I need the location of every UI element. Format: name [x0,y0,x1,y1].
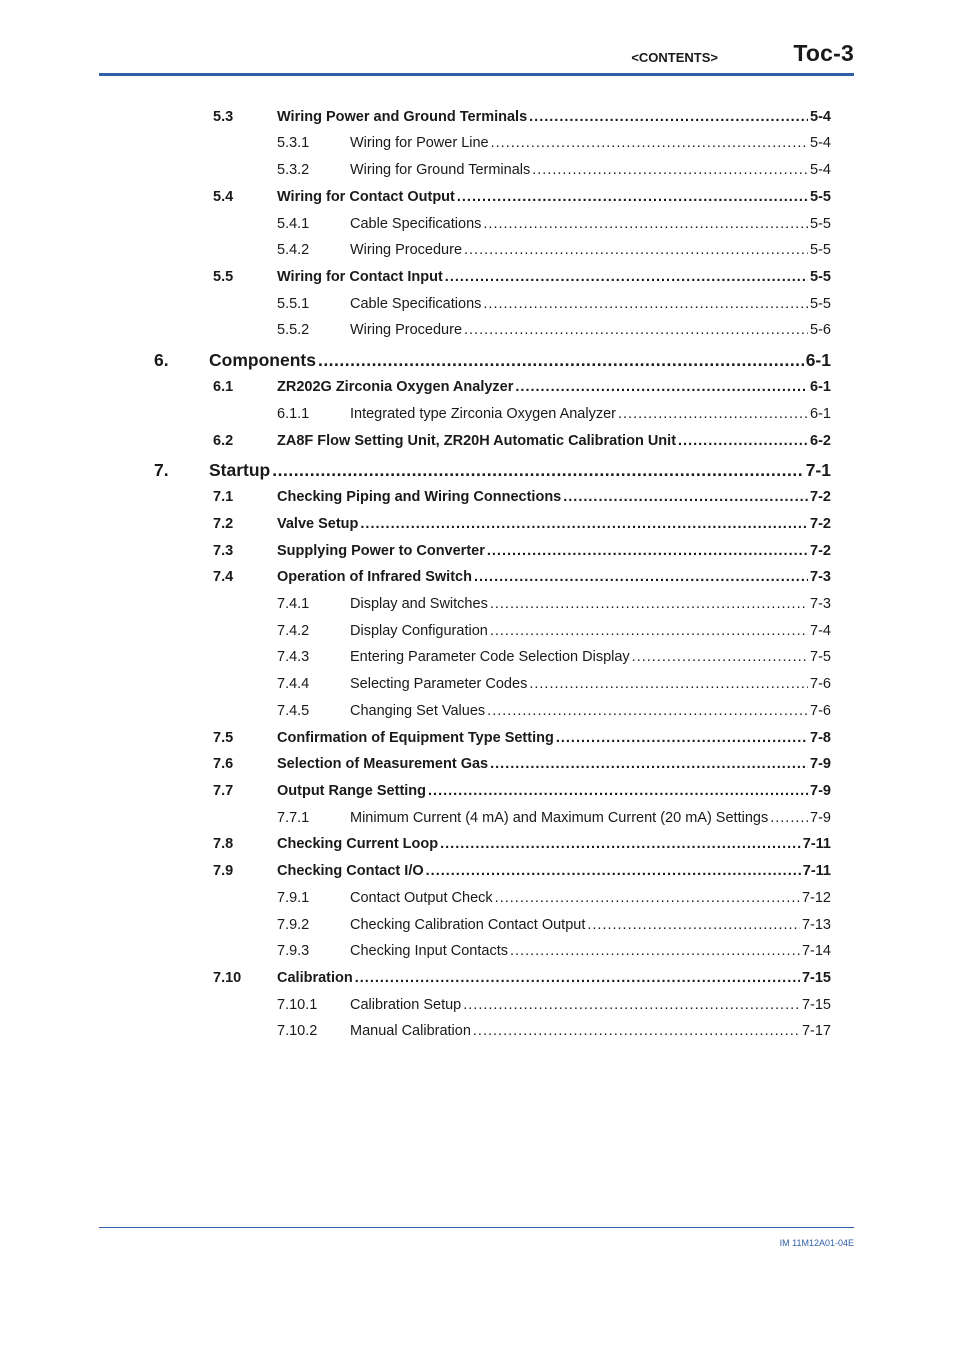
toc-line[interactable] [350,649,831,665]
toc-line[interactable] [277,543,831,559]
toc-entry[interactable] [0,460,954,482]
toc-entry[interactable] [0,890,954,912]
toc-section-number: 7.2 [213,516,234,532]
toc-title[interactable]: Checking Piping and Wiring Connections [277,489,562,505]
toc-page-number[interactable]: 7-11 [802,863,831,879]
toc-title[interactable]: Contact Output Check [350,890,493,906]
toc-section-number: 6.1 [213,379,234,395]
toc-line[interactable] [277,970,831,986]
toc-line[interactable] [277,783,831,799]
toc-title[interactable]: Wiring for Power Line [350,135,489,151]
toc-entry[interactable] [0,810,954,832]
toc-title[interactable]: Wiring for Contact Output [277,189,455,205]
toc-leader-dots [490,623,808,639]
toc-page-number[interactable]: 6-2 [810,433,831,449]
toc-entry[interactable] [0,296,954,318]
toc-title[interactable]: Selection of Measurement Gas [277,756,489,772]
toc-title[interactable]: Components [209,350,316,370]
toc-title[interactable]: Entering Parameter Code Selection Display [350,649,630,665]
toc-line[interactable] [350,1023,831,1039]
toc-page-number[interactable]: 7-15 [801,970,831,986]
toc-entry[interactable] [0,189,954,211]
toc-title[interactable]: Manual Calibration [350,1023,471,1039]
toc-entry[interactable] [0,135,954,157]
toc-leader-dots [355,970,800,986]
toc-line[interactable] [277,756,831,772]
toc-entry[interactable] [0,623,954,645]
toc-section-number: 7.4.1 [277,596,310,612]
toc-entry[interactable] [0,216,954,238]
toc-leader-dots [556,730,808,746]
toc-leader-dots [618,406,808,422]
toc-page-number[interactable]: 5-6 [810,322,831,338]
toc-section-number: 7.7.1 [277,810,310,826]
toc-leader-dots [483,216,808,232]
toc-section-number: 7.8 [213,836,234,852]
toc-page-number[interactable]: 7-4 [810,623,831,639]
toc-leader-dots [440,836,801,852]
toc-entry[interactable] [0,569,954,591]
toc-line[interactable] [350,296,831,312]
toc-section-number: 7.3 [213,543,234,559]
toc-leader-dots [515,379,808,395]
toc-leader-dots [678,433,808,449]
toc-section-number: 5.5 [213,269,234,285]
toc-title[interactable]: Minimum Current (4 mA) and Maximum Current (20 mA) Settings [350,810,769,826]
toc-entry[interactable] [0,322,954,344]
toc-section-number: 7.4 [213,569,234,585]
toc-entry[interactable] [0,109,954,131]
toc-leader-dots [632,649,808,665]
toc-leader-dots [491,135,808,151]
toc-leader-dots [529,109,808,125]
toc-title[interactable]: Operation of Infrared Switch [277,569,472,585]
toc-entry[interactable] [0,350,954,372]
toc-page-number[interactable]: 5-5 [810,296,831,312]
toc-entry[interactable] [0,970,954,992]
toc-entry[interactable] [0,516,954,538]
toc-entry[interactable] [0,783,954,805]
toc-leader-dots [426,863,801,879]
toc-section-number: 7.4.2 [277,623,310,639]
toc-title[interactable]: Checking Current Loop [277,836,439,852]
toc-line[interactable] [350,623,831,639]
toc-entry[interactable] [0,406,954,428]
toc-entry[interactable] [0,730,954,752]
toc-section-number: 6.2 [213,433,234,449]
toc-title[interactable]: Cable Specifications [350,216,482,232]
toc-page-number[interactable]: 7-15 [801,997,831,1013]
toc-page-number[interactable]: 6-1 [810,406,831,422]
toc-line[interactable] [277,433,831,449]
toc-section-number: 5.4 [213,189,234,205]
toc-entry[interactable] [0,1023,954,1045]
toc-entry[interactable] [0,756,954,778]
contents-link[interactable]: <CONTENTS> [631,50,718,65]
toc-entry[interactable] [0,433,954,455]
toc-section-number: 7.10.2 [277,1023,318,1039]
toc-section-number: 7.7 [213,783,234,799]
toc-page-number[interactable]: 7-5 [810,649,831,665]
toc-leader-dots [428,783,808,799]
toc-page-number[interactable]: 7-8 [810,730,831,746]
toc-leader-dots [272,460,803,481]
toc-section-number: 7.9.2 [277,917,310,933]
toc-title[interactable]: Confirmation of Equipment Type Setting [277,730,554,746]
toc-page-number[interactable]: 5-4 [810,109,831,125]
document-id: IM 11M12A01-04E [779,1238,854,1248]
toc-line[interactable] [350,890,831,906]
toc-section-number: 5.4.2 [277,242,310,258]
toc-page-number[interactable]: 7-13 [801,917,831,933]
toc-section-number: 7.10 [213,970,242,986]
toc-line[interactable] [277,516,831,532]
toc-page-number[interactable]: 5-4 [810,135,831,151]
toc-leader-dots [360,516,808,532]
toc-page-number[interactable]: 7-9 [810,810,831,826]
toc-section-number: 5.3 [213,109,234,125]
toc-title[interactable]: ZA8F Flow Setting Unit, ZR20H Automatic Calibration Unit [277,433,677,449]
toc-entry[interactable] [0,489,954,511]
toc-entry[interactable] [0,703,954,725]
toc-title[interactable]: Wiring Procedure [350,242,463,258]
toc-section-number: 5.5.1 [277,296,310,312]
toc-section-number: 7.5 [213,730,234,746]
toc-page-number[interactable]: 7-2 [810,489,831,505]
toc-section-number: 7.4.5 [277,703,310,719]
toc-line[interactable] [209,350,831,371]
toc-page-number[interactable]: 7-17 [801,1023,831,1039]
toc-leader-dots [464,242,808,258]
toc-page-number[interactable]: 7-9 [810,756,831,772]
toc-page-number[interactable]: 7-12 [801,890,831,906]
toc-leader-dots [483,296,808,312]
toc-title[interactable]: Startup [209,460,271,480]
toc-title[interactable]: Integrated type Zirconia Oxygen Analyzer [350,406,616,422]
toc-page-number[interactable]: 5-5 [810,269,831,285]
toc-section-number: 7.4.3 [277,649,310,665]
toc-leader-dots [474,569,808,585]
toc-section-number: 6.1.1 [277,406,310,422]
toc-entry[interactable] [0,917,954,939]
toc-entry[interactable] [0,596,954,618]
toc-page-number[interactable]: 5-5 [810,216,831,232]
toc-leader-dots [490,756,808,772]
toc-title[interactable]: Changing Set Values [350,703,486,719]
toc-section-number: 5.3.1 [277,135,310,151]
toc-line[interactable] [350,676,831,692]
toc-section-number: 7.10.1 [277,997,318,1013]
toc-line[interactable] [277,379,831,395]
toc-leader-dots [510,943,800,959]
toc-section-number: 6. [154,350,169,370]
toc-line[interactable] [209,460,831,481]
toc-page-number[interactable]: 7-6 [810,703,831,719]
toc-line[interactable] [350,596,831,612]
toc-section-number: 5.3.2 [277,162,310,178]
toc-title[interactable]: Calibration Setup [350,997,462,1013]
toc-title[interactable]: Cable Specifications [350,296,482,312]
toc-line[interactable] [350,406,831,422]
page-number: Toc-3 [793,40,854,66]
page-header [99,40,854,74]
toc-page-number[interactable]: 6-1 [810,379,831,395]
toc-title[interactable]: Calibration [277,970,353,986]
toc-line[interactable] [350,997,831,1013]
toc-title[interactable]: Checking Calibration Contact Output [350,917,586,933]
header-divider [99,73,854,76]
toc-page-number[interactable]: 7-14 [801,943,831,959]
toc-line[interactable] [350,162,831,178]
toc-section-number: 7.9.3 [277,943,310,959]
toc-section-number: 7.9.1 [277,890,310,906]
toc-page-number[interactable]: 5-5 [810,189,831,205]
toc-title[interactable]: Output Range Setting [277,783,427,799]
toc-section-number: 5.5.2 [277,322,310,338]
toc-leader-dots [770,810,808,826]
toc-leader-dots [587,917,800,933]
toc-leader-dots [532,162,808,178]
toc-section-number: 7.4.4 [277,676,310,692]
footer-divider [99,1227,854,1228]
toc-leader-dots [487,703,808,719]
toc-entry[interactable] [0,269,954,291]
toc-line[interactable] [350,242,831,258]
toc-leader-dots [318,350,804,371]
toc-entry[interactable] [0,997,954,1019]
toc-title[interactable]: Wiring Power and Ground Terminals [277,109,528,125]
toc-entry[interactable] [0,242,954,264]
toc-leader-dots [495,890,800,906]
toc-entry[interactable] [0,162,954,184]
toc-section-number: 7.9 [213,863,234,879]
toc-line[interactable] [350,135,831,151]
toc-entry[interactable] [0,379,954,401]
toc-line[interactable] [350,943,831,959]
toc-page-number[interactable]: 7-6 [810,676,831,692]
toc-title[interactable]: Checking Contact I/O [277,863,424,879]
toc-leader-dots [490,596,808,612]
toc-leader-dots [463,997,800,1013]
toc-page-number[interactable]: 7-2 [810,516,831,532]
toc-page-number[interactable]: 6-1 [805,350,831,370]
toc-page-number[interactable]: 7-3 [810,596,831,612]
toc-line[interactable] [277,569,831,585]
toc-line[interactable] [277,489,831,505]
toc-page-number[interactable]: 7-3 [810,569,831,585]
toc-title[interactable]: ZR202G Zirconia Oxygen Analyzer [277,379,514,395]
toc-line[interactable] [350,917,831,933]
toc-leader-dots [487,543,808,559]
toc-leader-dots [445,269,808,285]
toc-line[interactable] [277,109,831,125]
toc-leader-dots [473,1023,800,1039]
toc-leader-dots [457,189,808,205]
toc-line[interactable] [277,863,831,879]
toc-line[interactable] [350,810,831,826]
toc-title[interactable]: Display Configuration [350,623,488,639]
toc-line[interactable] [277,730,831,746]
toc-line[interactable] [277,836,831,852]
toc-leader-dots [529,676,808,692]
toc-line[interactable] [350,322,831,338]
toc-section-number: 7. [154,460,169,480]
toc-entry[interactable] [0,676,954,698]
toc-title[interactable]: Selecting Parameter Codes [350,676,528,692]
toc-page-number[interactable]: 7-1 [805,460,831,480]
toc-leader-dots [464,322,808,338]
toc-title[interactable]: Wiring Procedure [350,322,463,338]
toc-title[interactable]: Wiring for Contact Input [277,269,443,285]
toc-title[interactable]: Checking Input Contacts [350,943,508,959]
toc-line[interactable] [350,216,831,232]
toc-leader-dots [563,489,808,505]
toc-line[interactable] [350,703,831,719]
toc-page-number[interactable]: 5-5 [810,242,831,258]
toc-section-number: 5.4.1 [277,216,310,232]
toc-line[interactable] [277,189,831,205]
toc-title[interactable]: Valve Setup [277,516,359,532]
toc-entry[interactable] [0,836,954,858]
toc-page-number[interactable]: 7-2 [810,543,831,559]
toc-page-number[interactable]: 7-9 [810,783,831,799]
toc-page-number[interactable]: 7-11 [802,836,831,852]
toc-title[interactable]: Display and Switches [350,596,488,612]
toc-section-number: 7.6 [213,756,234,772]
toc-title[interactable]: Wiring for Ground Terminals [350,162,531,178]
toc-entry[interactable] [0,863,954,885]
toc-section-number: 7.1 [213,489,234,505]
toc-page-number[interactable]: 5-4 [810,162,831,178]
toc-line[interactable] [277,269,831,285]
toc-entry[interactable] [0,543,954,565]
toc-entry[interactable] [0,649,954,671]
toc-entry[interactable] [0,943,954,965]
toc-title[interactable]: Supplying Power to Converter [277,543,485,559]
